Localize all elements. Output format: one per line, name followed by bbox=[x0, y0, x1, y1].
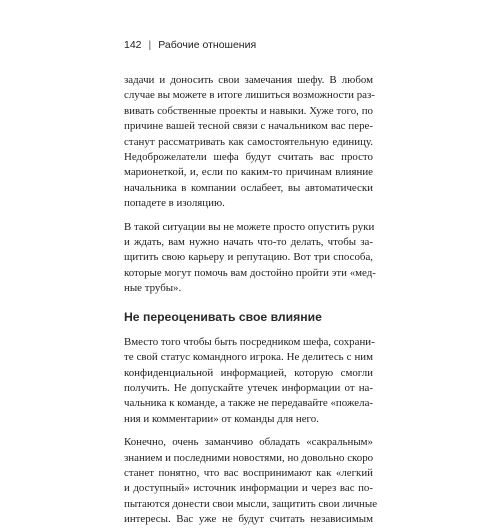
text-line: чальника к команде, а также не передавайте «пожела- bbox=[124, 397, 374, 410]
text-line: вивать собственные проекты и навыки. Хуже того, по bbox=[124, 104, 373, 117]
paragraph-3 bbox=[124, 335, 373, 427]
text-line: попадете в изоляцию. bbox=[124, 197, 225, 210]
text-line: ные трубы». bbox=[124, 282, 182, 295]
header-separator: | bbox=[148, 39, 152, 51]
paragraph-2 bbox=[124, 220, 376, 297]
text-line: те свой статус командного игрока. Не делитесь с ним bbox=[124, 351, 373, 364]
running-header bbox=[124, 38, 394, 52]
body-text bbox=[124, 73, 378, 528]
text-line: Вместо того чтобы быть посредником шефа, сохрани- bbox=[124, 335, 375, 348]
text-line: случае вы можете в итоге лишиться возможности раз- bbox=[124, 89, 375, 102]
paragraph-gap bbox=[124, 427, 373, 435]
text-line: станут рассматривать как самостоятельную единицу. bbox=[124, 135, 373, 148]
text-line: и ждать, вам нужно начать что-то делать, чтобы за- bbox=[124, 236, 373, 249]
chapter-title: Рабочие отношения bbox=[158, 39, 257, 51]
page-number: 142 bbox=[124, 39, 142, 51]
text-line: щитить свою карьеру и репутацию. Вот три способа, bbox=[124, 251, 373, 264]
text-line: Недоброжелатели шефа будут считать вас просто bbox=[124, 151, 373, 164]
text-line: В такой ситуации вы не можете просто опустить руки bbox=[124, 220, 375, 233]
text-line: получить. Не допускайте утечек информации от на- bbox=[124, 381, 373, 394]
heading-gap bbox=[124, 297, 373, 309]
text-line: которые могут помочь вам достойно пройти эти «мед- bbox=[124, 266, 376, 279]
text-line: марионеткой, и, если по каким-то причинам влияние bbox=[124, 166, 373, 179]
text-line: интересы. Вас уже не будут считать независимым bbox=[124, 513, 373, 526]
paragraph-gap bbox=[124, 212, 373, 220]
text-line: причине вашей тесной связи с начальником вас пере- bbox=[124, 120, 373, 133]
text-line: и доступный» источник информации и через вас по- bbox=[124, 482, 373, 495]
text-line: станет понятно, что вас воспринимают как «легкий bbox=[124, 466, 373, 479]
text-line: Конечно, очень заманчиво обладать «сакральным» bbox=[124, 436, 373, 449]
heading-gap bbox=[124, 325, 373, 335]
paragraph-1 bbox=[124, 73, 373, 212]
text-line: знанием и последними новостями, но довольно скоро bbox=[124, 451, 374, 464]
text-line: задачи и доносить свои замечания шефу. В любом bbox=[124, 74, 373, 86]
paragraph-4 bbox=[124, 435, 378, 527]
text-line: ния и комментарии» от команды для него. bbox=[124, 412, 319, 425]
text-line: пытаются донести свои мысли, защитить свои личные bbox=[124, 497, 378, 510]
section-heading: Не переоценивать свое влияние bbox=[124, 309, 322, 324]
text-line: начальника в компании ослабеет, вы автоматически bbox=[124, 181, 373, 194]
text-line: конфиденциальной информацией, которую смогли bbox=[124, 366, 373, 379]
